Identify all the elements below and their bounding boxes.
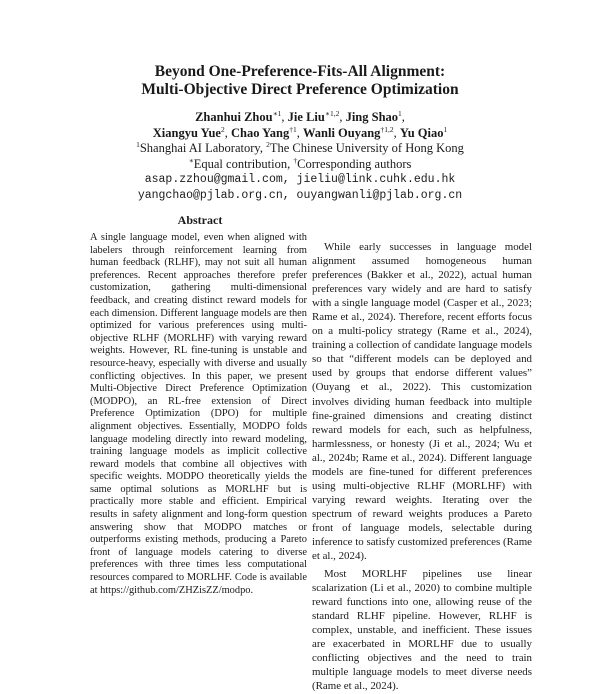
author-mark: 2 [220,124,225,134]
author-mark: †1,2 [380,124,394,134]
intro-paragraph-1: While early successes in language model alignment assumed homogeneous human preferences (Bakker et al., 2022), actual human preferences vary widely and are hard to satisfy with a single language model (Casper et al., 2023; Rame et al., 2024). Therefore, recent efforts focus on a multi-policy strategy (Rame et al., 2024), training a collection of candidate language models so that “different models can be deployed and used by groups that endorse different values” (Ouyang et al., 2022). This customization involves dividing human feedback into multiple fine-grained dimensions and creating distinct reward models for each, such as helpfulness, harmlessness, or honesty (Ji et al., 2024; Wu et al., 2024b; Rame et al., 2024). Different language models are fine-tuned for different preferences using multi-objective RLHF (MORLHF) with varying reward weights. Iterating over the spectrum of reward weights produces a Pareto front of language models, selectable during inference to satisfy customized preferences (Rame et al., 2024). [312,241,532,563]
intro-paragraph-2: Most MORLHF pipelines use linear scalarization (Li et al., 2020) to combine multiple reward functions into one, allowing reuse of the standard RLHF pipeline. However, RLHF is complex, unstable, and inefficient. These issues are exacerbated in MORLHF due to usually conflicting objectives and the need to train multiple language models to meet diverse needs (Rame et al., 2024). [312,568,532,693]
author-line-1: Zhanhui Zhou$^{∗1}$, Jie Liu$^{∗1,2}$, Jing Shao$^1$, [195,109,405,124]
email-line-2[interactable]: yangchao@pjlab.org.cn, ouyangwanli@pjlab.org.cn [137,188,463,202]
author-block [0,110,600,203]
author-mark: ∗1 [272,109,282,118]
author-mark: †1 [289,124,297,134]
author-mark: 1 [443,124,448,134]
title-line-2: Multi-Objective Direct Preference Optimization [141,81,459,98]
abstract-text: A single language model, even when aligned with labelers through reinforcement learning from human feedback (RLHF), may not suit all human preferences. Recent approaches therefore prefer customization, gathering multi-dimensional feedback, and creating distinct reward models for each dimension. Different language models are then optimized for various preferences using multi-objective RLHF (MORLHF) with varying reward weights. However, RL fine-tuning is unstable and resource-heavy, especially with diverse and usually conflicting objectives. In this paper, we present Multi-Objective Direct Preference Optimization (MODPO), an RL-free extension of Direct Preference Optimization (DPO) for multiple alignment objectives. Essentially, MODPO folds language modeling directly into reward modeling, training language models as implicit collective reward models that combine all objectives with specific weights. MODPO theoretically yields the same optimal solutions as MORLHF but is practically more stable and efficient. Empirical results in safety alignment and long-form question answering show that MODPO matches or outperforms existing methods, producing a Pareto front of language models catering to diverse preferences with three times less computational resources compared to MORLHF. Code is available at https://github.com/ZHZisZZ/modpo. [90,232,307,596]
author-name: Zhanhui Zhou [195,110,273,124]
author-name: Jie Liu [287,110,325,124]
author-name: Wanli Ouyang [302,125,381,140]
author-mark: ∗1,2 [324,109,340,118]
author-name: Xiangyu Yue [152,125,221,140]
title-line-1: Beyond One-Preference-Fits-All Alignment: [154,63,446,80]
email-line-1[interactable]: asap.zzhou@gmail.com, jieliu@link.cuhk.edu.hk [144,173,456,186]
author-line-2: Xiangyu Yue$^2$, Chao Yang$^{\dagger 1}$, Wanli Ouyang$^{\dagger 1,2}$, Yu Qiao$^1$ [152,124,448,140]
author-name: Yu Qiao [399,125,444,140]
author-notes: ∗Equal contribution, †Corresponding authors [188,155,412,171]
abstract-heading: Abstract [177,213,223,227]
affiliations: $^1$Shanghai AI Laboratory, $^2$The Chinese University of Hong Kong [136,140,464,155]
author-name: Jing Shao [345,110,399,124]
author-name: Chao Yang [230,125,290,140]
author-mark: 1 [398,109,402,118]
introduction-column [312,240,532,694]
paper-title [0,63,600,99]
